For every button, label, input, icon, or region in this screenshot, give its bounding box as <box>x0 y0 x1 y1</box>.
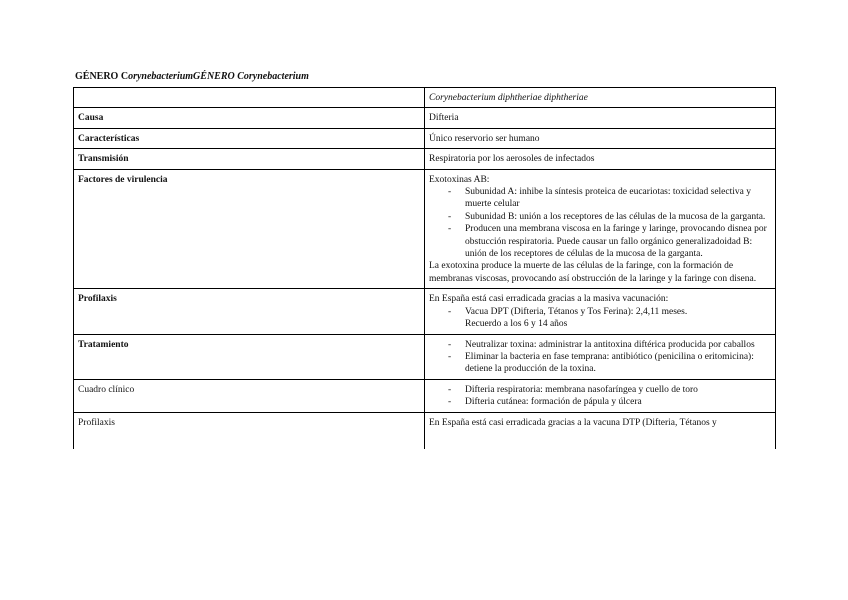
label-transmision: Transmisión <box>74 149 425 169</box>
header-empty-cell <box>74 88 425 108</box>
profilaxis-intro: En España está casi erradicada gracias a la masiva vacunación: <box>429 294 669 305</box>
label-factores: Factores de virulencia <box>74 169 425 289</box>
row-causa <box>74 108 776 128</box>
list-item: - Neutralizar toxina: administrar la antitoxina diftérica producida por caballos <box>465 339 771 351</box>
value-tratamiento <box>425 334 776 379</box>
title-bold: GÉNERO C <box>75 71 129 82</box>
row-factores <box>74 169 776 289</box>
list-item: - Difteria respiratoria: membrana nasofaríngea y cuello de toro <box>465 384 771 396</box>
label-caracteristicas: Características <box>74 128 425 148</box>
row-cuadro-clinico <box>74 379 776 412</box>
list-item: - Subunidad B: unión a los receptores de las células de la mucosa de la garganta. <box>465 211 771 223</box>
label-tratamiento: Tratamiento <box>74 334 425 379</box>
value-profilaxis <box>425 289 776 334</box>
list-item: - Vacua DPT (Difteria, Tétanos y Tos Ferina): 2,4,11 meses. <box>465 306 771 318</box>
factores-list <box>429 186 771 260</box>
value-transmision: Respiratoria por los aerosoles de infectados <box>425 149 776 169</box>
title-italic: orynebacteriumGÉNERO Corynebacterium <box>128 71 309 82</box>
profilaxis-list <box>429 306 771 318</box>
list-item: - Producen una membrana viscosa en la faringe y laringe, provocando disnea por obstucción respiratoria. Puede causar un fallo orgánico generalizadoidad B: unión de los receptores de células de la mucosa de la garganta. <box>465 223 771 260</box>
row-transmision <box>74 149 776 169</box>
factores-outro: La exotoxina produce la muerte de las células de la faringe, con la formación de membranas viscosas, provocando así obstrucción de la laringe y la faringe con disena. <box>429 261 757 284</box>
label-profilaxis-2: Profilaxis <box>74 412 425 449</box>
list-item: - Subunidad A: inhibe la síntesis proteica de eucariotas: toxicidad selectiva y muerte celular <box>465 186 771 211</box>
label-causa: Causa <box>74 108 425 128</box>
value-caracteristicas: Único reservorio ser humano <box>425 128 776 148</box>
label-cuadro-clinico: Cuadro clínico <box>74 379 425 412</box>
label-profilaxis: Profilaxis <box>74 289 425 334</box>
row-profilaxis-2 <box>74 412 776 449</box>
value-causa: Difteria <box>425 108 776 128</box>
profilaxis-continuation: Recuerdo a los 6 y 14 años <box>465 319 568 330</box>
value-profilaxis-2: En España está casi erradicada gracias a la vacuna DTP (Difteria, Tétanos y <box>425 412 776 449</box>
factores-intro: Exotoxinas AB: <box>429 174 490 185</box>
list-item: - Eliminar la bacteria en fase temprana: antibiótico (penicilina o eritomicina): detiene la producción de la toxina. <box>465 351 771 376</box>
cuadro-list <box>429 384 771 409</box>
table-header-row <box>74 88 776 108</box>
info-table <box>73 87 776 449</box>
tratamiento-list <box>429 339 771 376</box>
value-factores <box>425 169 776 289</box>
row-tratamiento <box>74 334 776 379</box>
header-species: Corynebacterium diphtheriae diphtheriae <box>425 88 776 108</box>
list-item: - Difteria cutánea: formación de pápula y úlcera <box>465 396 771 408</box>
page-title <box>75 71 309 82</box>
row-profilaxis <box>74 289 776 334</box>
row-caracteristicas <box>74 128 776 148</box>
value-cuadro-clinico <box>425 379 776 412</box>
